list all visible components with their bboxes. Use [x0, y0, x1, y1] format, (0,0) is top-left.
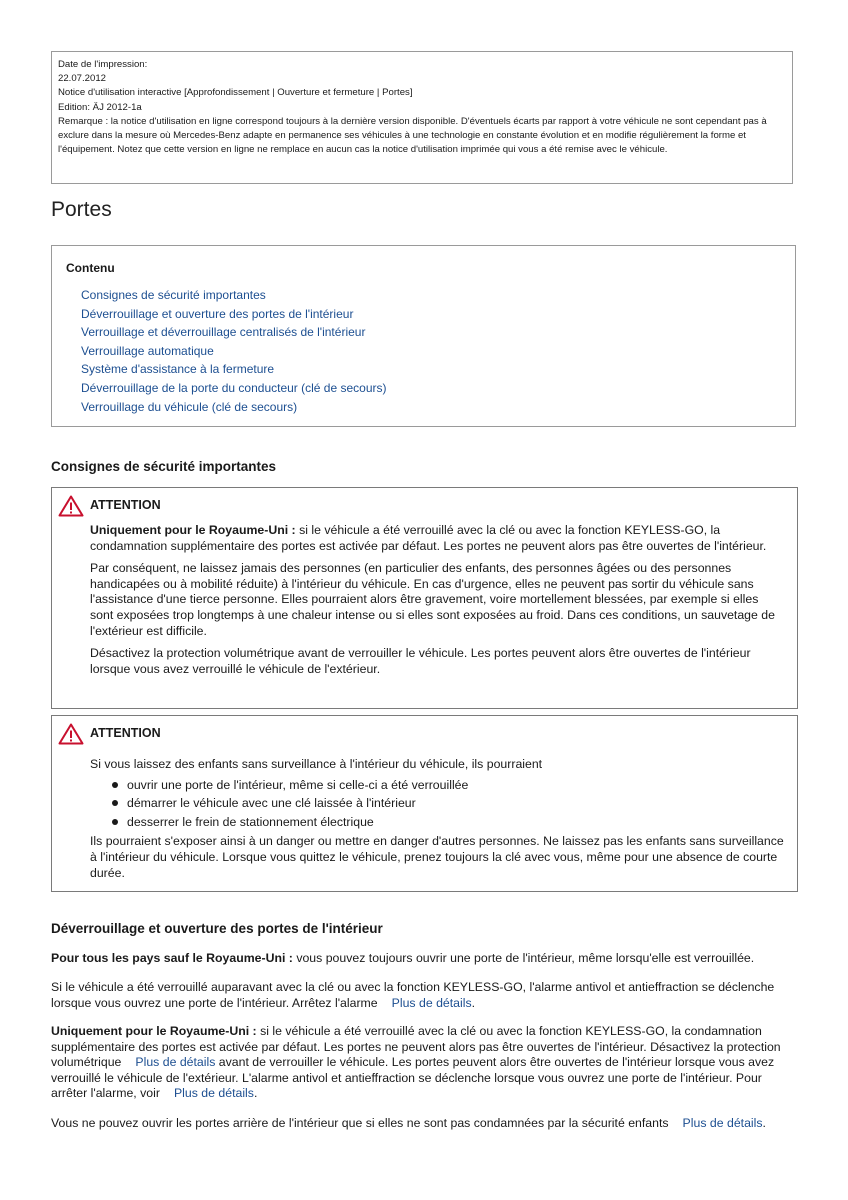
- print-info-box: [51, 51, 793, 184]
- plus-de-details-link[interactable]: Plus de détails: [173, 1086, 254, 1101]
- plus-de-details-link[interactable]: Plus de détails: [135, 1055, 216, 1070]
- warning-paragraph: Par conséquent, ne laissez jamais des personnes (en particulier des enfants, des personnes âgées ou des personnes handicapées ou à mobilité réduite) à l'intérieur du véhicule. En cas d'urgence, elles ne peuvent pas sortir du véhicule sans l'assistance d'une tierce personne. Elles pourraient alors être gravement, voire mortellement blessées, par exemple si elles sont exposées trop longtemps à une chaleur intense ou si elles sont exposées au froid. Dans ces conditions, un sauvetage de l'extérieur est difficile.: [90, 561, 775, 638]
- toc-link-verrouillage-centralise[interactable]: Verrouillage et déverrouillage centralisés de l'intérieur: [81, 325, 366, 340]
- page-title: Portes: [51, 198, 112, 221]
- toc-box: [51, 245, 796, 427]
- paragraph-period: .: [253, 1086, 258, 1101]
- plus-de-details-link[interactable]: Plus de détails: [391, 995, 472, 1010]
- section-heading-deverrouillage: Déverrouillage et ouverture des portes de l'intérieur: [51, 921, 383, 936]
- toc-link-verrouillage-automatique[interactable]: Verrouillage automatique: [81, 343, 214, 358]
- warning-bullet-list: [90, 776, 785, 832]
- paragraph-alarme: [51, 980, 793, 1011]
- toc-link-assistance-fermeture[interactable]: Système d'assistance à la fermeture: [81, 362, 275, 377]
- warning-title: ATTENTION: [90, 498, 161, 512]
- warning-paragraph: [90, 523, 785, 554]
- paragraph-emphasis: Pour tous les pays sauf le Royaume-Uni :: [51, 951, 293, 965]
- edition-label: Edition: ÄJ 2012-1a: [58, 101, 142, 113]
- warning-paragraph: Désactivez la protection volumétrique avant de verrouiller le véhicule. Les portes peuvent alors être ouvertes de l'intérieur lorsque vous avez verrouillé le véhicule de l'extérieur.: [90, 646, 751, 676]
- warning-triangle-icon: [58, 723, 84, 745]
- paragraph-text: Si le véhicule a été verrouillé auparavant avec la clé ou avec la fonction KEYLESS-GO, l'alarme antivol et antieffraction se déclenche lorsque vous ouvrez une porte de l'intérieur. Arrêtez l'alarme: [51, 980, 775, 1010]
- notice-breadcrumb: Notice d'utilisation interactive [Approfondissement | Ouverture et fermeture | Portes]: [58, 87, 413, 99]
- warning-intro: Si vous laissez des enfants sans surveillance à l'intérieur du véhicule, ils pourraient: [90, 757, 543, 771]
- plus-de-details-link[interactable]: Plus de détails: [682, 1116, 763, 1130]
- list-item: desserrer le frein de stationnement électrique: [112, 813, 785, 832]
- warning-box-enfants: [51, 715, 798, 892]
- remark-text: Remarque : la notice d'utilisation en ligne correspond toujours à la dernière version disponible. D'éventuels écarts par rapport à votre véhicule ne sont cependant pas à exclure dans la mesure où Mercedes-Benz adapte en permanence ses véhicules à une technologie en constante évolution et en modifie régulièrement la forme et l'équipement. Notez que cette version en ligne ne remplace en aucun cas la notice d'utilisation imprimée qui vous a été remise avec le véhicule.: [58, 115, 767, 156]
- print-date-value: 22.07.2012: [58, 73, 107, 85]
- print-date-label: Date de l'impression:: [58, 59, 148, 70]
- warning-triangle-icon: [58, 495, 84, 517]
- warning-title: ATTENTION: [90, 726, 161, 740]
- list-item: démarrer le véhicule avec une clé laissée à l'intérieur: [112, 794, 785, 813]
- paragraph-text: Vous ne pouvez ouvrir les portes arrière de l'intérieur que si elles ne sont pas condamnées par la sécurité enfants: [51, 1116, 669, 1130]
- toc-list: [66, 286, 781, 416]
- paragraph-securite-enfants: [51, 1116, 793, 1132]
- paragraph-royaume-uni: [51, 1024, 793, 1102]
- paragraph-text: avant de verrouiller le véhicule. Les portes peuvent alors être ouvertes de l'intérieur lorsque vous avez verrouillé le véhicule de l'extérieur. L'alarme antivol et antieffraction se déclenche lorsque vous ouvrez une porte de l'intérieur. Pour arrêter l'alarme, voir: [51, 1055, 775, 1101]
- paragraph-text: vous pouvez toujours ouvrir une porte de l'intérieur, même lorsqu'elle est verrouillée.: [292, 951, 755, 965]
- list-item: ouvrir une porte de l'intérieur, même si celle-ci a été verrouillée: [112, 776, 785, 795]
- section-heading-securite: Consignes de sécurité importantes: [51, 459, 277, 474]
- paragraph-tous-pays: [51, 951, 793, 967]
- paragraph-period: .: [471, 995, 476, 1010]
- warning-emphasis: Uniquement pour le Royaume-Uni :: [90, 523, 296, 537]
- paragraph-emphasis: Uniquement pour le Royaume-Uni :: [51, 1024, 257, 1038]
- warning-outro: Ils pourraient s'exposer ainsi à un danger ou mettre en danger d'autres personnes. Ne laissez pas les enfants sans surveillance à l'intérieur du véhicule. Lorsque vous quittez le véhicule, prenez toujours la clé avec vous, même pour une absence de courte durée.: [90, 834, 784, 880]
- paragraph-period: .: [762, 1116, 766, 1130]
- toc-link-porte-conducteur[interactable]: Déverrouillage de la porte du conducteur (clé de secours): [81, 380, 387, 395]
- warning-box-royaume-uni: [51, 487, 798, 709]
- toc-link-verrouillage-vehicule[interactable]: Verrouillage du véhicule (clé de secours): [81, 399, 298, 414]
- toc-link-deverrouillage-interieur[interactable]: Déverrouillage et ouverture des portes de l'intérieur: [81, 306, 354, 321]
- warning-text: si le véhicule a été verrouillé avec la clé ou avec la fonction KEYLESS-GO, la condamnation supplémentaire des portes est activée par défaut. Les portes ne peuvent alors pas être ouvertes de l'intérieur.: [90, 523, 767, 553]
- toc-link-securite[interactable]: Consignes de sécurité importantes: [81, 288, 266, 302]
- toc-heading: Contenu: [66, 261, 115, 275]
- paragraph-text: si le véhicule a été verrouillé avec la clé ou avec la fonction KEYLESS-GO, la condamnation supplémentaire des portes est activée par défaut. Les portes ne peuvent alors pas être ouvertes de l'intérieur. Désactivez la protection volumétrique: [51, 1024, 781, 1070]
